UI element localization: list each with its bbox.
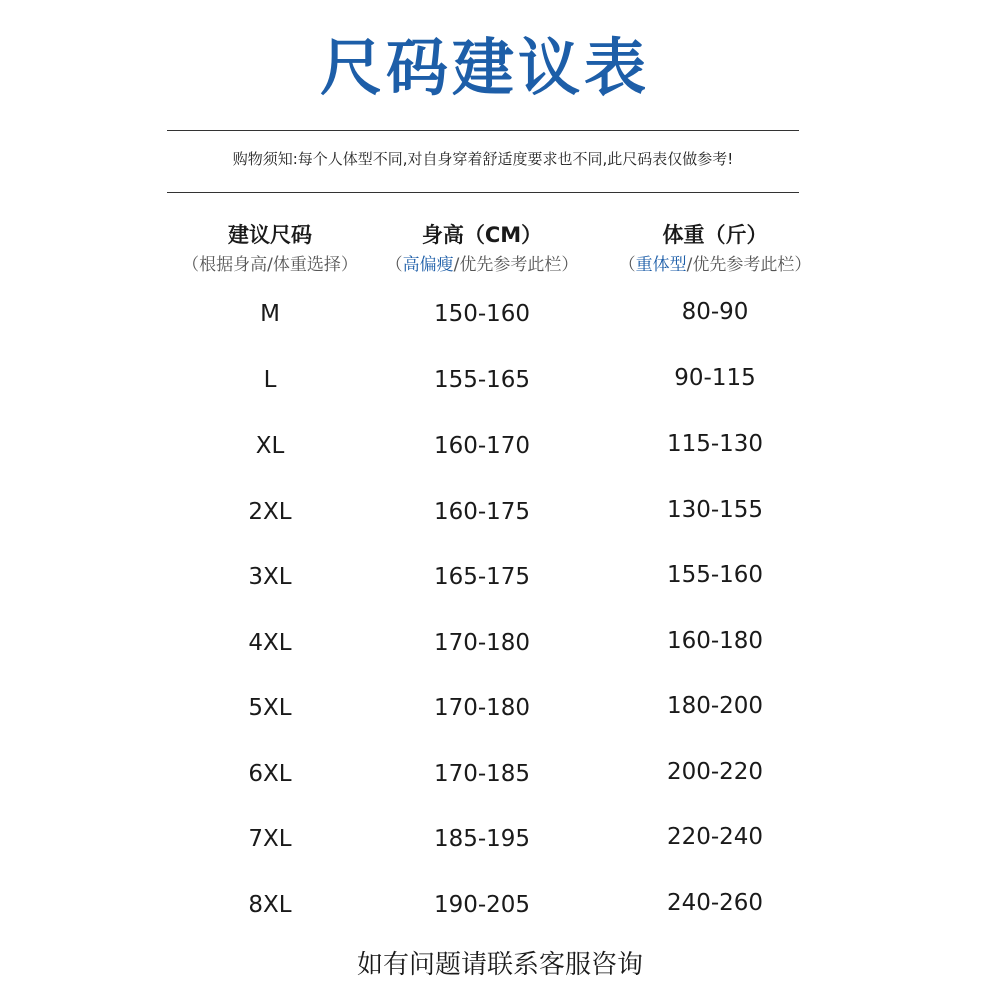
bottom-divider xyxy=(167,192,799,193)
page-title: 尺码建议表 xyxy=(319,31,650,104)
row-weight: 90-115 xyxy=(674,365,756,391)
row-size: 8XL xyxy=(248,892,292,918)
row-weight: 130-155 xyxy=(666,497,764,523)
subheader-height xyxy=(352,252,612,278)
subheader-height-open: （ xyxy=(385,255,403,275)
row-height: 170-180 xyxy=(433,695,531,721)
row-weight: 160-180 xyxy=(666,628,764,654)
row-size: 6XL xyxy=(248,761,292,787)
subheader-height-highlight: 高偏瘦 xyxy=(402,255,454,275)
header-size: 建议尺码 xyxy=(228,223,312,247)
row-weight: 200-220 xyxy=(666,759,764,785)
shopping-notice: 购物须知:每个人体型不同,对自身穿着舒适度要求也不同,此尺码表仅做参考! xyxy=(232,150,734,168)
row-height: 160-170 xyxy=(433,433,531,459)
row-size: 2XL xyxy=(248,499,292,525)
row-height: 170-185 xyxy=(433,761,531,787)
row-height: 165-175 xyxy=(433,564,531,590)
subheader-size-open: （ xyxy=(182,255,200,275)
top-divider xyxy=(167,130,799,131)
row-height: 190-205 xyxy=(433,892,531,918)
row-size: XL xyxy=(255,433,285,459)
row-weight: 180-200 xyxy=(666,693,764,719)
contact-footer: 如有问题请联系客服咨询 xyxy=(356,950,643,980)
row-weight: 115-130 xyxy=(666,431,764,457)
header-height: 身高（CM） xyxy=(421,223,543,247)
subheader-weight-highlight: 重体型 xyxy=(635,255,687,275)
row-height: 155-165 xyxy=(433,367,531,393)
subheader-weight-rest: /优先参考此栏） xyxy=(686,255,812,275)
row-weight: 155-160 xyxy=(666,562,764,588)
row-size: M xyxy=(260,301,280,327)
row-weight: 240-260 xyxy=(666,890,764,916)
row-size: L xyxy=(263,367,277,393)
row-size: 5XL xyxy=(248,695,292,721)
row-height: 150-160 xyxy=(433,301,531,327)
subheader-weight xyxy=(585,252,845,278)
header-weight: 体重（斤） xyxy=(662,223,768,247)
row-size: 3XL xyxy=(248,564,292,590)
subheader-height-rest: /优先参考此栏） xyxy=(453,255,579,275)
row-size: 4XL xyxy=(248,630,292,656)
subheader-size-rest: 根据身高/体重选择） xyxy=(199,255,358,275)
row-height: 170-180 xyxy=(433,630,531,656)
row-size: 7XL xyxy=(248,826,292,852)
row-height: 185-195 xyxy=(433,826,531,852)
row-weight: 220-240 xyxy=(666,824,764,850)
row-height: 160-175 xyxy=(433,499,531,525)
subheader-weight-open: （ xyxy=(618,255,636,275)
row-weight: 80-90 xyxy=(681,299,749,325)
